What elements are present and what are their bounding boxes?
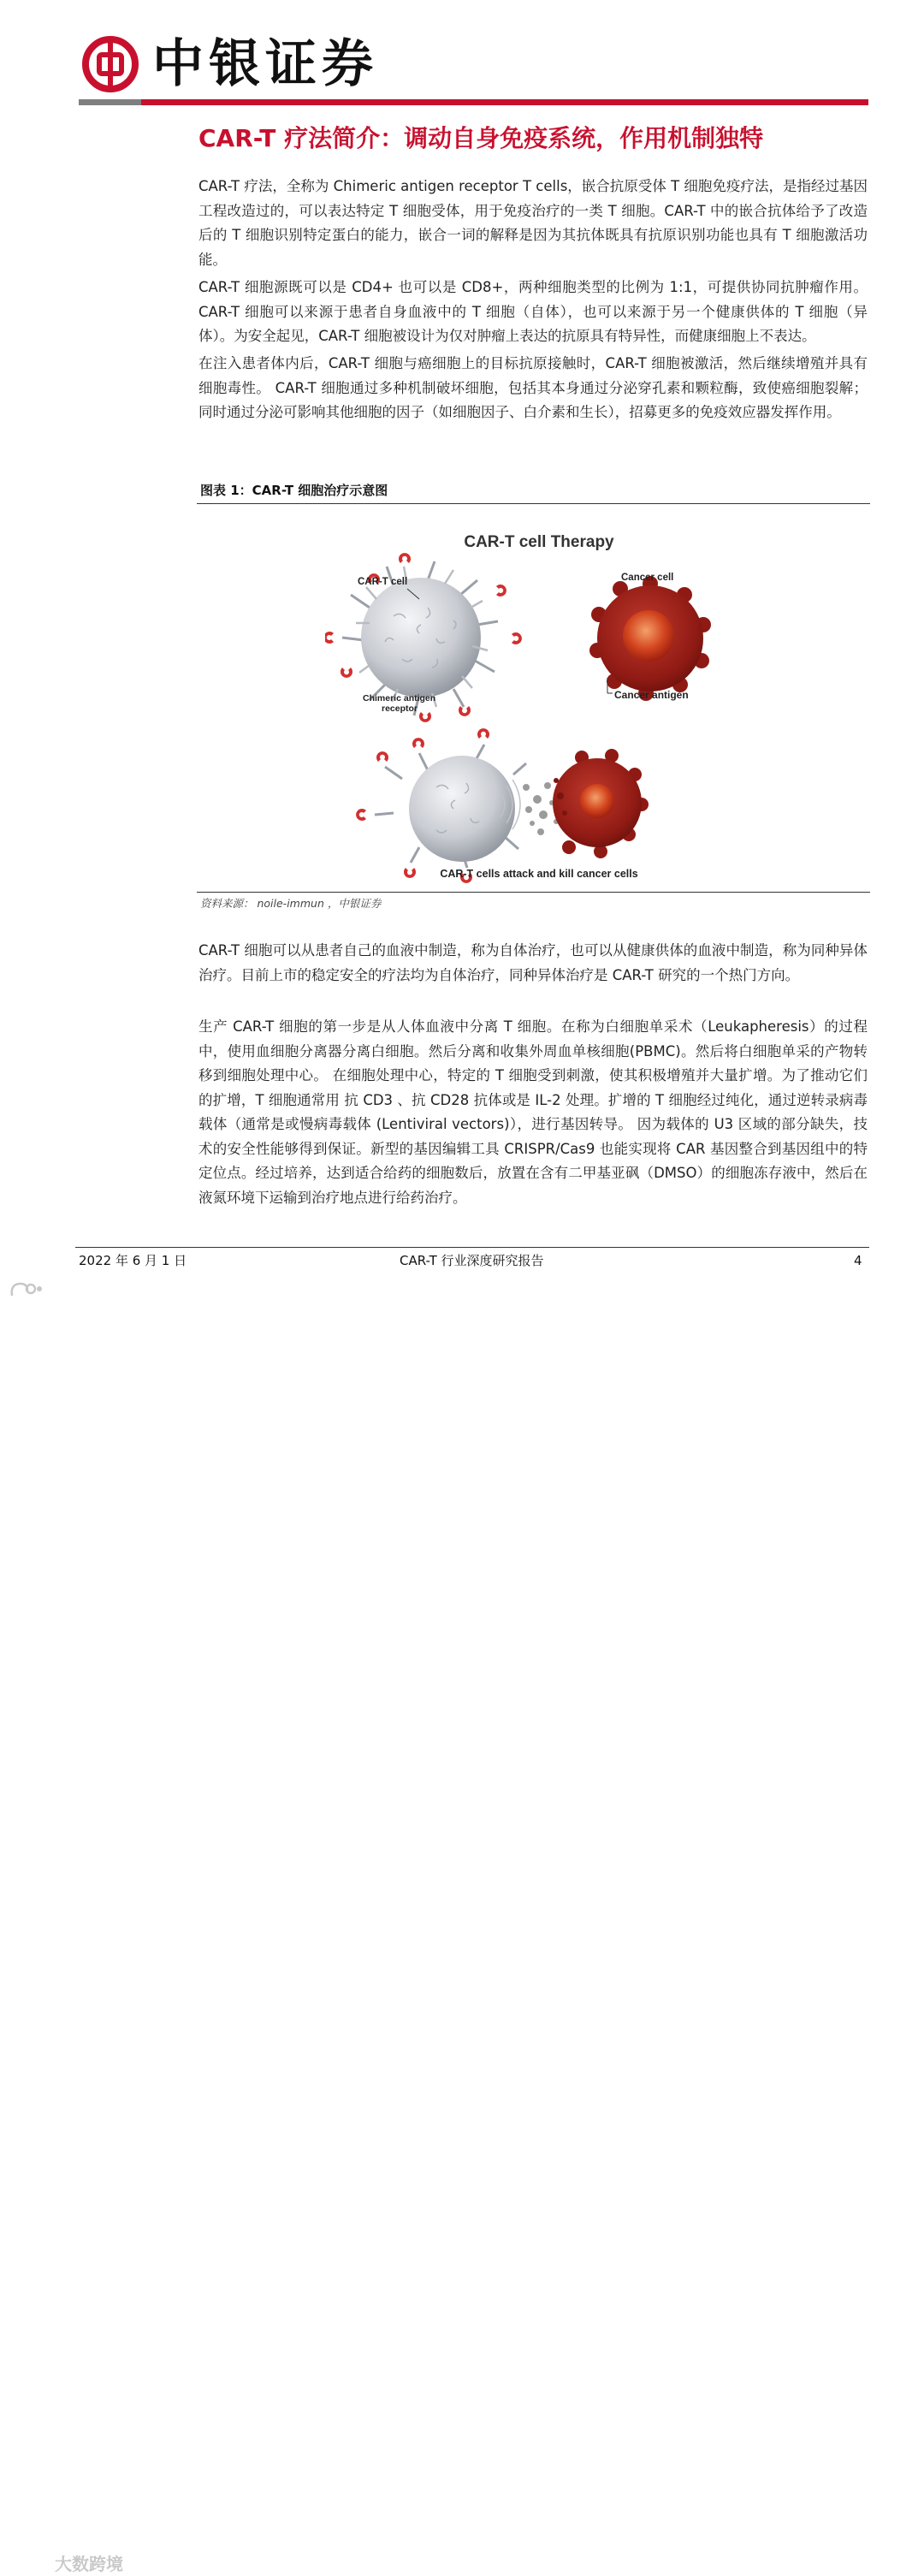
- watermark-logo-icon: [9, 1279, 43, 1299]
- figure-bottom-rule: [197, 892, 870, 893]
- figure-top-rule: [197, 503, 870, 504]
- car-t-cell-label: CAR-T cell: [358, 577, 408, 587]
- bank-of-china-logo-icon: [82, 36, 139, 92]
- cancer-cell-label: Cancer cell: [621, 573, 674, 583]
- paragraph-cell-source: CAR-T 细胞源既可以是 CD4+ 也可以是 CD8+，两种细胞类型的比例为 1:1，可提供协同抗肿瘤作用。CAR-T 细胞可以来源于患者自身血液中的 T 细胞（自体），也可以来源于另一个健康供体的 T 细胞（异体）。为安全起见，CAR-T 细胞被设计为仅对肿瘤上表达的抗原具有特异性，而健康细胞上不表达。: [198, 279, 868, 344]
- header-rule-grey: [79, 99, 141, 105]
- footer-report-title: CAR-T 行业深度研究报告: [400, 1253, 544, 1268]
- receptor-label-line1: Chimeric antigen: [363, 693, 436, 703]
- watermark-label: 大数跨境: [55, 2554, 123, 2574]
- brand-name: 中银证券: [152, 34, 378, 94]
- paragraph-autologous: CAR-T 细胞可以从患者自己的血液中制造，称为自体治疗，也可以从健康供体的血液中制造，称为同种异体治疗。目前上市的稳定安全的疗法均为自体治疗，同种异体治疗是 CAR-T 研究的一个热门方向。: [198, 942, 868, 983]
- paragraph-mechanism: 在注入患者体内后，CAR-T 细胞与癌细胞上的目标抗原接触时，CAR-T 细胞被激活，然后继续增殖并具有细胞毒性。 CAR-T 细胞通过多种机制破坏细胞，包括其本身通过分泌穿孔素和颗粒酶，致使癌细胞裂解；同时通过分泌可影响其他细胞的因子（如细胞因子、白介素和生长），招募更多的免疫效应器发挥作用。: [198, 355, 868, 420]
- car-t-therapy-figure: [325, 513, 770, 890]
- figure-source: 资料来源： noile-immun ，中银证券: [200, 897, 382, 910]
- attack-caption: CAR-T cells attack and kill cancer cells: [440, 868, 638, 880]
- figure-label: 图表 1：CAR-T 细胞治疗示意图: [200, 483, 388, 498]
- cancer-antigen-label: Cancer antigen: [614, 689, 689, 701]
- section-heading: CAR-T 疗法简介：调动自身免疫系统，作用机制独特: [198, 124, 764, 152]
- figure-title: CAR-T cell Therapy: [464, 533, 614, 551]
- attack-scene-icon: [356, 728, 649, 883]
- footer-page-number: 4: [854, 1253, 862, 1268]
- paragraph-manufacturing: 生产 CAR-T 细胞的第一步是从人体血液中分离 T 细胞。在称为白细胞单采术（Leukapheresis）的过程中，使用血细胞分离器分离白细胞。然后分离和收集外周血单核细胞(PBMC)。然后将白细胞单采的产物转移到细胞处理中心。 在细胞处理中心，特定的 T 细胞受到刺激，使其积极增殖并大量扩增。为了推动它们的扩增，T 细胞通常用 抗 CD3 、抗 CD28 抗体或是 IL-2 处理。扩增的 T 细胞经过纯化，通过逆转录病毒载体（通常是或慢病毒载体 (Lentiviral vectors)），进行基因转导。 因为载体的 U3 区域的部分缺失，技术的安全性能够得到保证。新型的基因编辑工具 CRISPR/Cas9 也能实现将 CAR 基因整合到基因组中的特定位点。经过培养，达到适合给药的细胞数后，放置在含有二甲基亚砜（DMSO）的细胞冻存液中，然后在液氮环境下运输到治疗地点进行给药治疗。: [198, 1018, 868, 1206]
- footer-rule: [75, 1247, 869, 1248]
- footer-date: 2022 年 6 月 1 日: [79, 1253, 187, 1268]
- receptor-label-line2: receptor: [382, 703, 418, 714]
- header-rule-red: [141, 99, 868, 105]
- paragraph-intro: CAR-T 疗法，全称为 Chimeric antigen receptor T cells，嵌合抗原受体 T 细胞免疫疗法，是指经过基因工程改造过的，可以表达特定 T 细胞受体，用于免疫治疗的一类 T 细胞。CAR-T 中的嵌合抗体给予了改造后的 T 细胞识别特定蛋白的能力，嵌合一词的解释是因为其抗体既具有抗原识别功能也具有 T 细胞激活功能。: [198, 178, 868, 268]
